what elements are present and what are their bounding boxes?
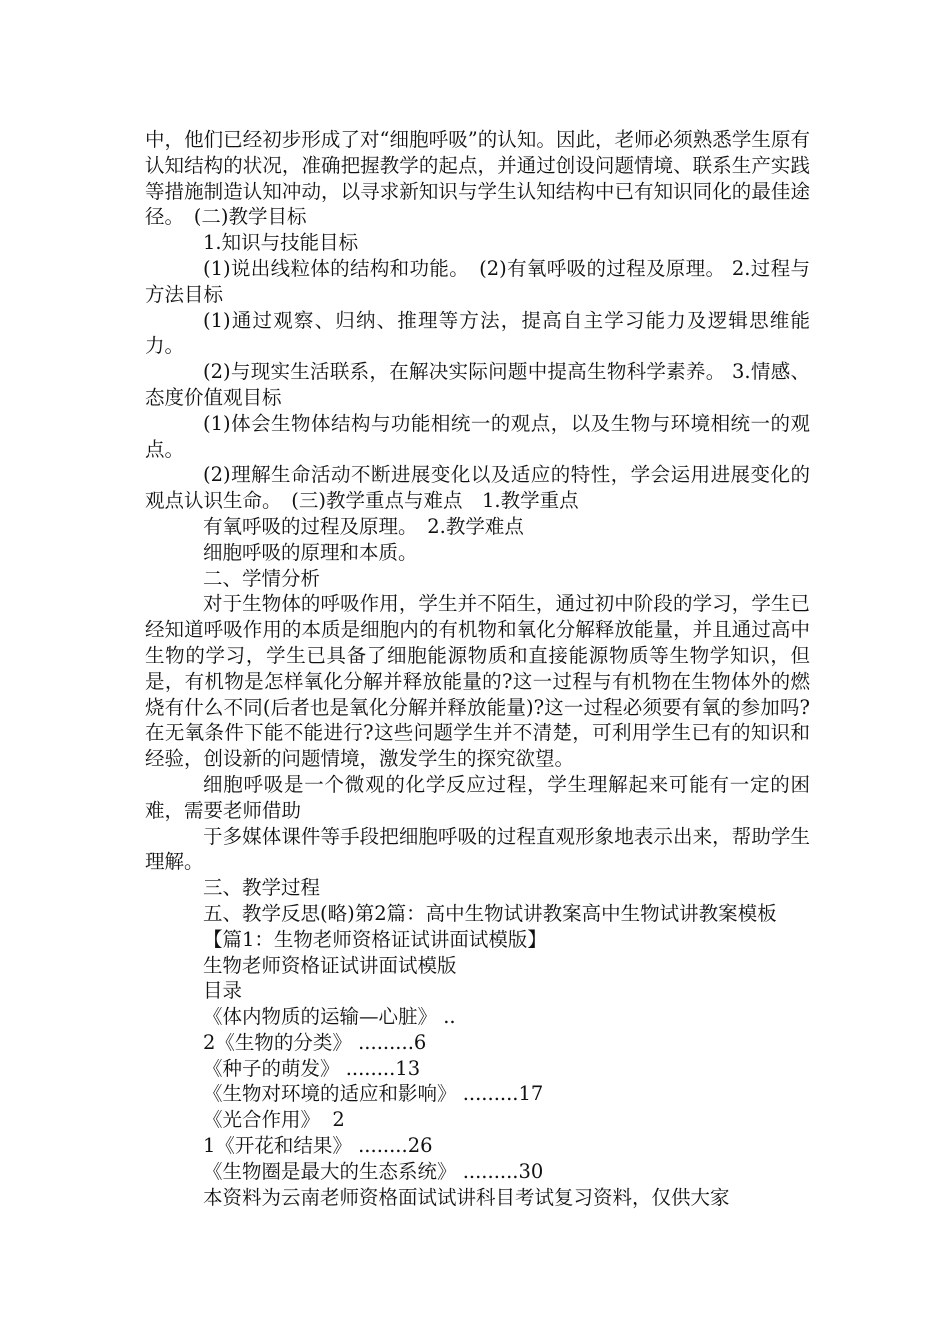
paragraph: 有氧呼吸的过程及原理。 2.教学难点 <box>203 514 524 538</box>
document-body <box>145 127 810 1210</box>
paragraph: 中，他们已经初步形成了对“细胞呼吸”的认知。因此，老师必须熟悉学生原有认知结构的状况，准确把握教学的起点，并通过创设问题情境、联系生产实践等措施制造认知冲动，以寻求新知识与学生认知结构中已有知识同化的最佳途径。 (二)教学目标 <box>145 128 810 229</box>
section-heading: 二、学情分析 <box>203 566 321 590</box>
toc-entry: 《生物对环境的适应和影响》 .........17 <box>203 1082 544 1106</box>
paragraph: 五、教学反思(略)第2篇：高中生物试讲教案高中生物试讲教案模板 <box>203 901 777 925</box>
toc-entry: 《光合作用》 2 <box>203 1108 345 1132</box>
paragraph: (1)说出线粒体的结构和功能。 (2)有氧呼吸的过程及原理。 2.过程与方法目标 <box>145 256 810 306</box>
paragraph: 对于生物体的呼吸作用，学生并不陌生，通过初中阶段的学习，学生已经知道呼吸作用的本质是细胞内的有机物和氧化分解释放能量，并且通过高中生物的学习，学生已具备了细胞能源物质和直接能源物质等生物学知识，但是，有机物是怎样氧化分解并释放能量的?这一过程与有机物在生物体外的燃烧有什么不同(后者也是氧化分解并释放能量)?这一过程必须要有氧的参加吗?在无氧条件下能不能进行?这些问题学生并不清楚，可利用学生已有的知识和经验，创设新的问题情境，激发学生的探究欲望。 <box>145 592 810 771</box>
toc-entry: 《生物圈是最大的生态系统》 .........30 <box>203 1159 544 1183</box>
section-heading: 1.知识与技能目标 <box>203 231 359 255</box>
toc-heading: 目录 <box>203 979 243 1003</box>
toc-entry: 《种子的萌发》 ........13 <box>203 1056 421 1080</box>
paragraph: (1)体会生物体结构与功能相统一的观点，以及生物与环境相统一的观点。 <box>145 411 810 461</box>
toc-entry: 1《开花和结果》 ........26 <box>203 1134 433 1158</box>
paragraph: (2)与现实生活联系，在解决实际问题中提高生物科学素养。 3.情感、态度价值观目标 <box>145 360 810 409</box>
paragraph: (2)理解生命活动不断进展变化以及适应的特性，学会运用进展变化的观点认识生命。 (三)教学重点与难点 1.教学重点 <box>145 463 810 513</box>
paragraph: 生物老师资格证试讲面试模版 <box>203 953 457 977</box>
paragraph: 细胞呼吸是一个微观的化学反应过程，学生理解起来可能有一定的困难，需要老师借助 <box>145 772 810 822</box>
closing-paragraph: 本资料为云南老师资格面试试讲科目考试复习资料，仅供大家 <box>203 1185 730 1209</box>
section-heading: 三、教学过程 <box>203 876 321 900</box>
paragraph: 于多媒体课件等手段把细胞呼吸的过程直观形象地表示出来，帮助学生理解。 <box>145 824 810 874</box>
section-heading: 【篇1：生物老师资格证试讲面试模版】 <box>203 927 547 951</box>
paragraph: (1)通过观察、归纳、推理等方法，提高自主学习能力及逻辑思维能力。 <box>145 308 810 358</box>
toc-entry: 2《生物的分类》 .........6 <box>203 1030 427 1054</box>
paragraph: 细胞呼吸的原理和本质。 <box>203 540 418 564</box>
toc-entry: 《体内物质的运输—心脏》 .. <box>203 1005 456 1029</box>
